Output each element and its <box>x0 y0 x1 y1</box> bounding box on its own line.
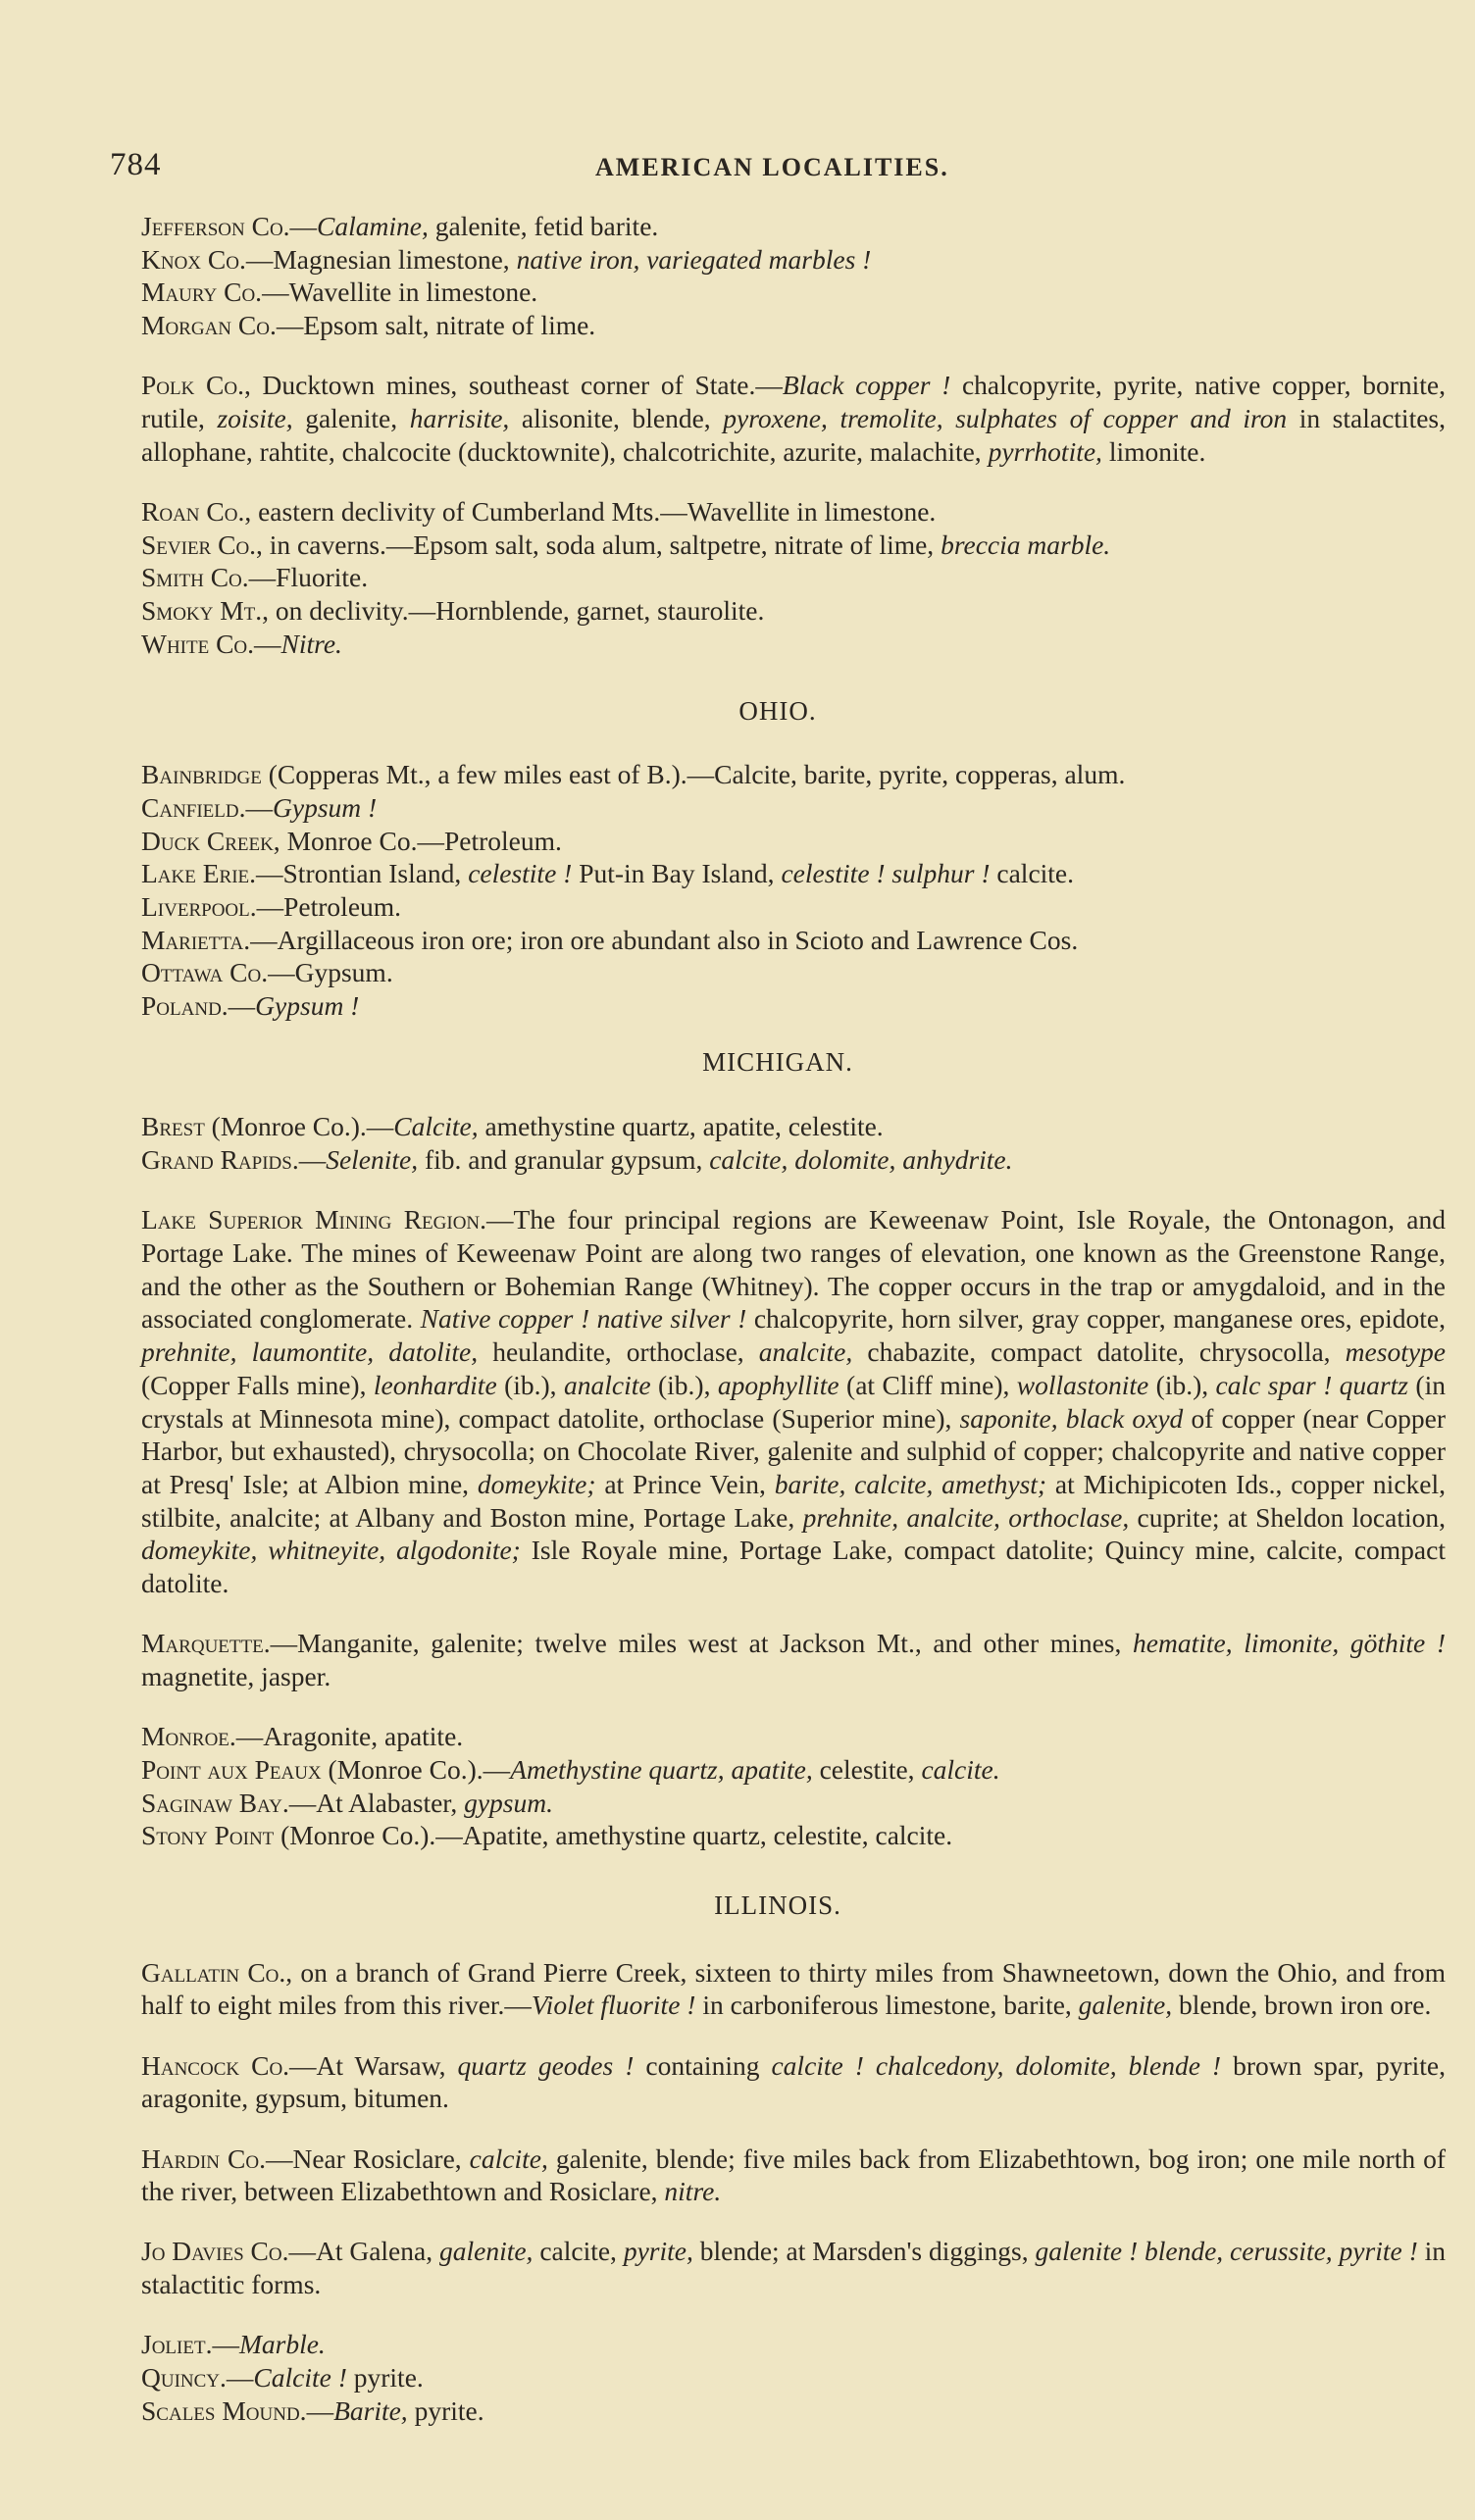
entry-hardin: Hardin Co.—Near Rosiclare, calcite, galenite, blende; five miles back from Elizabethtown, bog iron; one mile north of the river, between Elizabethtown and Rosiclare, nitre. <box>141 2142 1447 2207</box>
entry-scales-mound: Scales Mound.—Barite, pyrite. <box>141 2394 484 2426</box>
page-body <box>110 210 1475 2427</box>
entry-ottawa: Ottawa Co.—Gypsum. <box>141 957 393 988</box>
section-title-michigan: MICHIGAN. <box>702 1046 853 1077</box>
entry-lake-superior: Lake Superior Mining Region.—The four principal regions are Keweenaw Point, Isle Royale, the Ontonagon, and Portage Lake. The mines of Keweenaw Point are along two ranges of elevation, one known as the Greenstone Range, and the other as the Southern or Bohemian Range (Whitney). The copper occurs in the trap or amygdaloid, and in the associated conglomerate. Native copper ! native silver ! chalcopyrite, horn silver, gray copper, manganese ores, epidote, prehnite, laumontite, datolite, heulandite, orthoclase, analcite, chabazite, compact datolite, chrysocolla, mesotype (Copper Falls mine), leonhardite (ib.), analcite (ib.), apophyllite (at Cliff mine), wollastonite (ib.), calc spar ! quartz (in crystals at Minnesota mine), compact datolite, orthoclase (Superior mine), saponite, black oxyd of copper (near Copper Harbor, but exhausted), chrysocolla; on Chocolate River, galenite and sulphid of copper; chalcopyrite and native copper at Presq' Isle; at Albion mine, domeykite; at Prince Vein, barite, calcite, amethyst; at Michipicoten Ids., copper nickel, stilbite, analcite; at Albany and Boston mine, Portage Lake, prehnite, analcite, orthoclase, cuprite; at Sheldon location, domeykite, whitneyite, algodonite; Isle Royale mine, Portage Lake, compact datolite; Quincy mine, calcite, compact datolite. <box>141 1204 1447 1599</box>
entry-knox: Knox Co.—Magnesian limestone, native iron, variegated marbles ! <box>141 243 872 275</box>
entry-saginaw: Saginaw Bay.—At Alabaster, gypsum. <box>141 1787 553 1818</box>
page-header <box>110 147 1375 186</box>
entry-white: White Co.—Nitre. <box>141 628 342 659</box>
section-title-illinois: ILLINOIS. <box>714 1890 841 1921</box>
running-title: AMERICAN LOCALITIES. <box>595 153 949 181</box>
entry-maury: Maury Co.—Wavellite in limestone. <box>141 277 538 308</box>
entry-canfield: Canfield.—Gypsum ! <box>141 791 378 823</box>
entry-marietta: Marietta.—Argillaceous iron ore; iron ore abundant also in Scioto and Lawrence Cos. <box>141 924 1079 955</box>
page-number: 784 <box>110 147 162 182</box>
entry-roan: Roan Co., eastern declivity of Cumberland Mts.—Wavellite in limestone. <box>141 495 937 527</box>
entry-brest: Brest (Monroe Co.).—Calcite, amethystine quartz, apatite, celestite. <box>141 1111 884 1142</box>
entry-gallatin: Gallatin Co., on a branch of Grand Pierre Creek, sixteen to thirty miles from Shawneetown, down the Ohio, and from half to eight miles from this river.—Violet fluorite ! in carboniferous limestone, barite, galenite, blende, brown iron ore. <box>141 1956 1446 2021</box>
entry-smoky: Smoky Mt., on declivity.—Hornblende, garnet, staurolite. <box>141 595 765 627</box>
entry-jefferson: Jefferson Co.—Calamine, galenite, fetid barite. <box>141 211 659 241</box>
entry-lake-erie: Lake Erie.—Strontian Island, celestite ! Put-in Bay Island, celestite ! sulphur ! calcite. <box>141 858 1075 889</box>
entry-grand-rapids: Grand Rapids.—Selenite, fib. and granular gypsum, calcite, dolomite, anhydrite. <box>141 1144 1013 1176</box>
entry-stony-point: Stony Point (Monroe Co.).—Apatite, amethystine quartz, celestite, calcite. <box>141 1820 953 1851</box>
entry-monroe: Monroe.—Aragonite, apatite. <box>141 1721 464 1752</box>
entry-sevier: Sevier Co., in caverns.—Epsom salt, soda alum, saltpetre, nitrate of lime, breccia marble. <box>141 529 1111 560</box>
entry-morgan: Morgan Co.—Epsom salt, nitrate of lime. <box>141 310 596 341</box>
entry-joliet: Joliet.—Marble. <box>141 2329 326 2360</box>
entry-smith: Smith Co.—Fluorite. <box>141 562 369 593</box>
entry-poland: Poland.—Gypsum ! <box>141 990 360 1022</box>
entry-point-aux-peaux: Point aux Peaux (Monroe Co.).—Amethystine quartz, apatite, celestite, calcite. <box>141 1753 1000 1785</box>
entry-bainbridge: Bainbridge (Copperas Mt., a few miles east of B.).—Calcite, barite, pyrite, copperas, alum. <box>141 759 1126 790</box>
entry-marquette: Marquette.—Manganite, galenite; twelve miles west at Jackson Mt., and other mines, hematite, limonite, göthite ! magnetite, jasper. <box>141 1628 1446 1692</box>
entry-quincy: Quincy.—Calcite ! pyrite. <box>141 2362 424 2394</box>
entry-liverpool: Liverpool.—Petroleum. <box>141 890 402 922</box>
entry-jo-davies: Jo Davies Co.—At Galena, galenite, calcite, pyrite, blende; at Marsden's diggings, galenite ! blende, cerussite, pyrite ! in stalactitic forms. <box>141 2236 1446 2300</box>
entry-hancock: Hancock Co.—At Warsaw, quartz geodes ! containing calcite ! chalcedony, dolomite, blende ! brown spar, pyrite, aragonite, gypsum, bitumen. <box>141 2049 1446 2114</box>
entry-duck-creek: Duck Creek, Monroe Co.—Petroleum. <box>141 825 562 856</box>
section-title-ohio: OHIO. <box>738 696 817 727</box>
entry-polk: Polk Co., Ducktown mines, southeast corner of State.—Black copper ! chalcopyrite, pyrite, native copper, bornite, rutile, zoisite, galenite, harrisite, alisonite, blende, pyroxene, tremolite, sulphates of copper and iron in stalactites, allophane, rahtite, chalcocite (ducktownite), chalcotrichite, azurite, malachite, pyrrhotite, limonite. <box>141 370 1446 467</box>
